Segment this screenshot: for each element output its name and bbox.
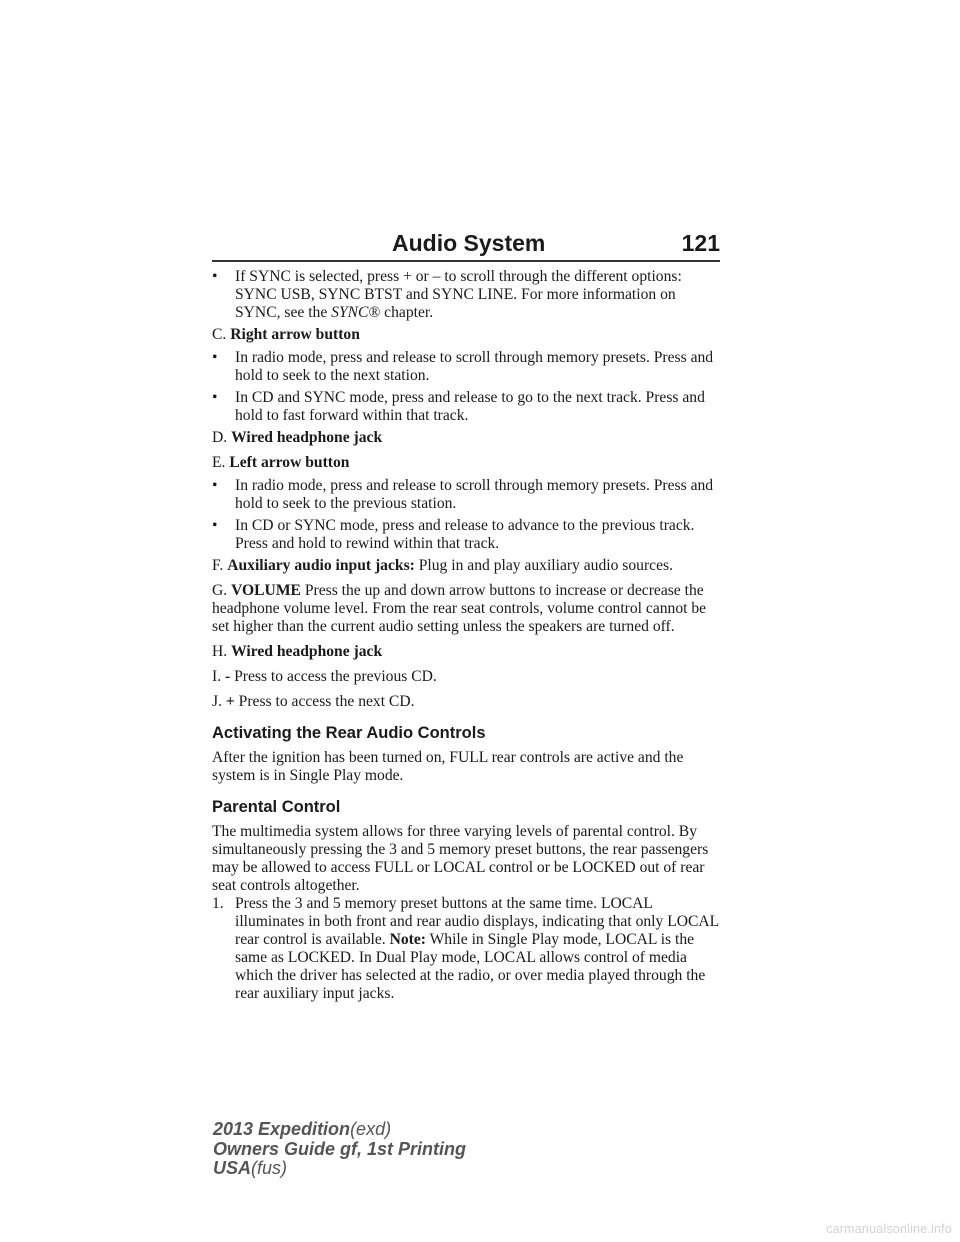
print-footer: [213, 1120, 466, 1179]
sync-bullet: • If SYNC is selected, press + or – to scroll through the different options: SYNC USB, SYNC BTST and SYNC LINE. For more information on SYNC, see the SYNC® chapter.: [212, 268, 682, 321]
item-c-bullet: • In CD and SYNC mode, press and release to go to the next track. Press and hold to fast forward within that track.: [212, 389, 705, 424]
bullet-icon: •: [212, 477, 218, 494]
item-f: F. Auxiliary audio input jacks: Plug in and play auxiliary audio sources.: [212, 557, 673, 574]
item-i: I. - Press to access the previous CD.: [212, 668, 437, 685]
section-text-activating: After the ignition has been turned on, FULL rear controls are active and the system is in Single Play mode.: [212, 749, 684, 784]
bullet-icon: •: [212, 517, 218, 534]
page-number: 121: [681, 230, 720, 256]
item-c-heading: C. Right arrow button: [212, 326, 360, 343]
page-header: [212, 226, 720, 262]
item-g: G. VOLUME Press the up and down arrow buttons to increase or decrease the headphone volume level. From the rear seat controls, volume control cannot be set higher than the current audio setting unless the speakers are turned off.: [212, 582, 707, 635]
footer-line-3: USA(fus): [213, 1158, 288, 1178]
watermark: carmanualsonline.info: [826, 1222, 952, 1236]
note-label: Note:: [389, 931, 426, 948]
section-heading-parental: Parental Control: [212, 798, 341, 816]
item-e-heading: E. Left arrow button: [212, 454, 350, 471]
sync-chapter-ref: SYNC®: [331, 304, 381, 321]
item-e-bullet: • In CD or SYNC mode, press and release to advance to the previous track. Press and hold to rewind within that track.: [212, 517, 695, 552]
item-d-heading: D. Wired headphone jack: [212, 429, 383, 446]
item-j: J. + Press to access the next CD.: [212, 693, 415, 710]
item-h-heading: H. Wired headphone jack: [212, 643, 383, 660]
bullet-icon: •: [212, 349, 218, 366]
page-body: [212, 268, 722, 1003]
bullet-icon: •: [212, 389, 218, 406]
step-number: 1.: [212, 895, 224, 912]
bullet-icon: •: [212, 268, 218, 285]
item-e-bullet: • In radio mode, press and release to scroll through memory presets. Press and hold to seek to the previous station.: [212, 477, 714, 512]
footer-line-2: Owners Guide gf, 1st Printing: [213, 1138, 467, 1159]
item-c-bullet: • In radio mode, press and release to scroll through memory presets. Press and hold to seek to the next station.: [212, 349, 714, 384]
chapter-title: Audio System: [392, 230, 546, 256]
section-text-parental: The multimedia system allows for three varying levels of parental control. By simultaneously pressing the 3 and 5 memory preset buttons, the rear passengers may be allowed to access FULL or LOCAL control or be LOCKED out of rear seat controls altogether.: [212, 823, 709, 894]
footer-line-1: 2013 Expedition(exd): [213, 1119, 392, 1139]
section-heading-activating: Activating the Rear Audio Controls: [212, 724, 486, 742]
numbered-step: 1. Press the 3 and 5 memory preset buttons at the same time. LOCAL illuminates in both front and rear audio displays, indicating that only LOCAL rear control is available. Note: While in Single Play mode, LOCAL is the same as LOCKED. In Dual Play mode, LOCAL allows control of media which the driver has selected at the radio, or over media played through the rear auxiliary input jacks.: [212, 895, 719, 1002]
